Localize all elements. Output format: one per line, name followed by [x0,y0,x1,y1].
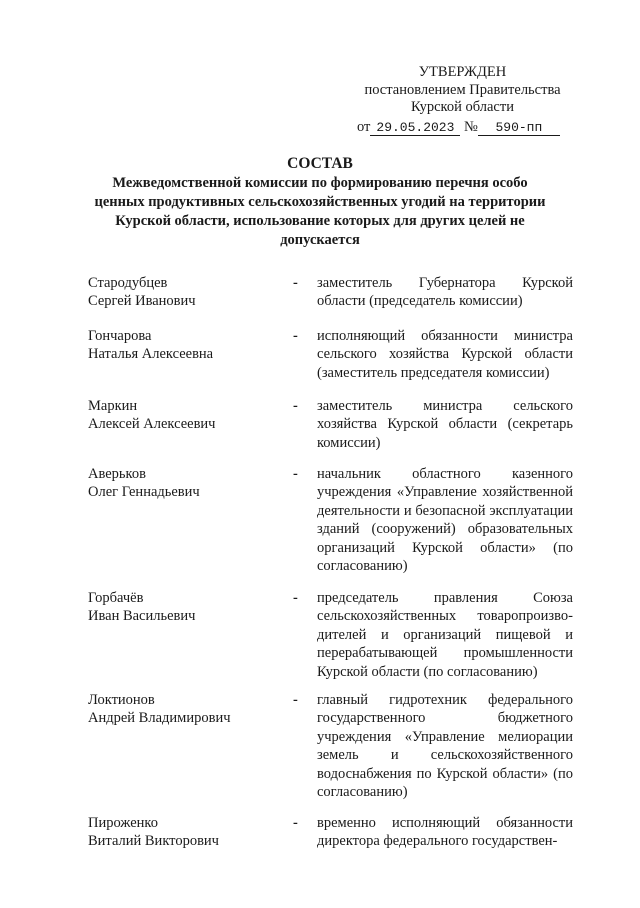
member-role: заместитель Губернатора Курской области (председатель комиссии) [317,275,573,310]
member-dash: - [293,590,298,606]
approved-region-line: Курской области [411,99,514,115]
member-surname: Пироженко [88,815,158,831]
member-given-names: Олег Геннадьевич [88,484,200,501]
member-given-names: Алексей Алексеевич [88,416,216,433]
member-dash: - [293,692,298,708]
number-prefix: № [464,119,478,135]
member-surname: Гончарова [88,328,152,344]
document-title [90,154,550,250]
member-given-names: Андрей Владимирович [88,710,231,727]
member-name [88,397,288,434]
approval-stamp [355,64,570,117]
member-dash: - [293,398,298,414]
member-dash: - [293,466,298,482]
member-given-names: Иван Васильевич [88,608,196,625]
member-given-names: Виталий Викторович [88,833,219,850]
decree-date: 29.05.2023 [370,120,460,136]
member-name [88,465,288,502]
member-surname: Локтионов [88,692,155,708]
member-name [88,327,288,364]
approved-label: УТВЕРЖДЕН [418,64,507,80]
approved-by-line: постановлением Правительства [364,81,561,98]
member-surname: Аверьков [88,466,146,482]
member-dash: - [293,275,298,291]
member-role: временно исполняющий обязанности директора федерального государствен- [317,815,573,850]
member-surname: Стародубцев [88,275,168,291]
member-given-names: Сергей Иванович [88,293,196,310]
member-name [88,589,288,626]
member-name [88,274,288,311]
member-role: исполняющий обязанности министра сельского хозяйства Курской области (заместитель председателя комиссии) [317,328,573,381]
member-role: председатель правления Союза сельскохозяйственных товаропроизводителей и организаций пищевой и перерабатывающей промышленности Курской области (по согласованию) [317,590,573,680]
member-name [88,691,288,728]
title-heading: СОСТАВ [287,155,353,172]
date-prefix: от [357,119,371,135]
member-given-names: Наталья Алексеевна [88,346,214,363]
member-dash: - [293,328,298,344]
member-role: начальник областного казенного учреждения «Управление хозяйственной деятельности и безопасной эксплуатации зданий (сооружений) образовательных организаций Курской области» (по согласованию) [317,466,573,575]
title-text: Межведомственной комиссии по формированию перечня особо ценных продуктивных сельскохозяйственных угодий на территории Курской области, использование которых для других целей не допускается [94,175,546,248]
member-role: заместитель министра сельского хозяйства Курской области (секретарь комиссии) [317,398,573,451]
decree-number: 590-пп [478,120,560,136]
decree-reference [357,119,575,136]
member-surname: Маркин [88,398,138,414]
member-role: главный гидротехник федерального государственного бюджетного учреждения «Управление мелиорации земель и сельскохозяйственного водоснабжения по Курской области» (по согласованию) [317,692,573,801]
member-dash: - [293,815,298,831]
member-name [88,814,288,851]
member-surname: Горбачёв [88,590,144,606]
